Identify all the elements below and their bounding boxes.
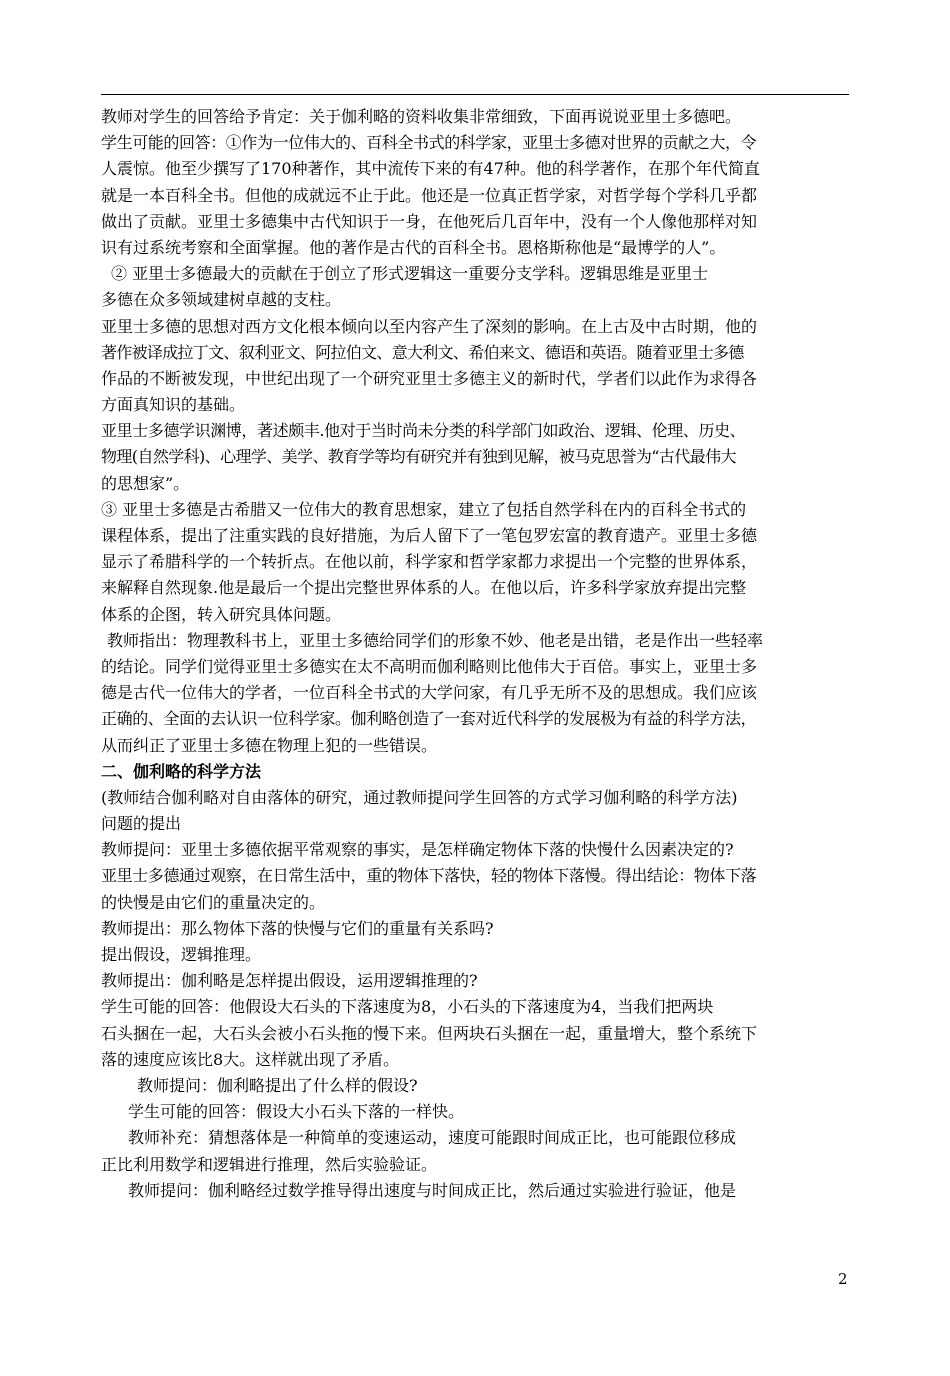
text-line: 教师指出：物理教科书上，亚里士多德给同学们的形象不妙、他老是出错，老是作出一些轻率 <box>107 630 764 650</box>
text-line: 方面真知识的基础。 <box>101 395 246 415</box>
text-line: 教师提问：亚里士多德依据平常观察的事实，是怎样确定物体下落的快慢什么因素决定的? <box>101 840 734 860</box>
text-line: 物理(自然学科)、心理学、美学、教育学等均有研究并有独到见解，被马克思誉为“古代最伟大 <box>101 447 736 467</box>
text-line: 体系的企图，转入研究具体问题。 <box>101 604 342 624</box>
text-line: 就是一本百科全书。但他的成就远不止于此。他还是一位真正哲学家，对哲学每个学科几乎都 <box>101 185 758 205</box>
text-line: ② 亚里士多德最大的贡献在于创立了形式逻辑这一重要分支学科。逻辑思维是亚里士 <box>111 264 709 284</box>
text-line: 德是古代一位伟大的学者，一位百科全书式的大学问家，有几乎无所不及的思想成。我们应该 <box>101 683 758 703</box>
text-line: 教师提出：伽利略是怎样提出假设，运用逻辑推理的? <box>101 971 478 991</box>
text-line: 的思想家”。 <box>101 473 190 493</box>
text-line: 识有过系统考察和全面掌握。他的著作是古代的百科全书。恩格斯称他是“最博学的人”。 <box>101 237 726 257</box>
page-number: 2 <box>838 1270 848 1288</box>
text-line: 正确的、全面的去认识一位科学家。伽利略创造了一套对近代科学的发展极为有益的科学方法， <box>101 709 757 729</box>
text-line: 教师提问：伽利略提出了什么样的假设? <box>137 1075 418 1095</box>
text-line: (教师结合伽利略对自由落体的研究，通过教师提问学生回答的方式学习伽利略的科学方法) <box>101 787 738 807</box>
text-line: 人震惊。他至少撰写了170种著作，其中流传下来的有47种。他的科学著作，在那个年代简直 <box>101 159 760 179</box>
text-line: 正比利用数学和逻辑进行推理，然后实验验证。 <box>101 1154 438 1174</box>
text-line: 学生可能的回答：①作为一位伟大的、百科全书式的科学家，亚里士多德对世界的贡献之大，令 <box>101 133 757 153</box>
section-heading: 二、伽利略的科学方法 <box>101 761 262 781</box>
text-line: 提出假设，逻辑推理。 <box>101 945 262 964</box>
text-line: 做出了贡献。亚里士多德集中古代知识于一身，在他死后几百年中，没有一个人像他那样对知 <box>101 211 758 231</box>
text-line: 教师提问：伽利略经过数学推导得出速度与时间成正比，然后通过实验进行验证，他是 <box>128 1180 737 1200</box>
text-line: 多德在众多领域建树卓越的支柱。 <box>101 290 342 310</box>
text-line: 学生可能的回答：假设大小石头下落的一样快。 <box>128 1102 465 1122</box>
text-line: 石头捆在一起，大石头会被小石头拖的慢下来。但两块石头捆在一起，重量增大，整个系统下 <box>101 1023 758 1043</box>
text-line: 著作被译成拉丁文、叙利亚文、阿拉伯文、意大利文、希伯来文、德语和英语。随着亚里士多德 <box>101 342 744 362</box>
text-line: 作品的不断被发现，中世纪出现了一个研究亚里士多德主义的新时代，学者们以此作为求得各 <box>101 368 758 388</box>
text-line: 课程体系，提出了注重实践的良好措施，为后人留下了一笔包罗宏富的教育遗产。亚里士多德 <box>101 526 758 545</box>
text-line: 从而纠正了亚里士多德在物理上犯的一些错误。 <box>101 735 438 755</box>
text-line: 显示了希腊科学的一个转折点。在他以前，科学家和哲学家都力求提出一个完整的世界体系， <box>101 552 758 572</box>
text-line: 问题的提出 <box>101 814 182 834</box>
text-line: 的结论。同学们觉得亚里士多德实在太不高明而伽利略则比他伟大于百倍。事实上，亚里士多 <box>101 656 758 676</box>
header-rule <box>101 94 849 95</box>
text-line: ③ 亚里士多德是古希腊又一位伟大的教育思想家，建立了包括自然学科在内的百科全书式的 <box>101 499 747 519</box>
text-line: 教师提出：那么物体下落的快慢与它们的重量有关系吗? <box>101 918 494 938</box>
text-line: 落的速度应该比8大。这样就出现了矛盾。 <box>101 1049 400 1069</box>
text-line: 教师补充：猜想落体是一种简单的变速运动，速度可能跟时间成正比，也可能跟位移成 <box>128 1128 737 1148</box>
text-line: 亚里士多德学识渊博，著述颇丰.他对于当时尚未分类的科学部门如政治、逻辑、伦理、历史、 <box>101 421 746 441</box>
body-text <box>101 104 853 1204</box>
text-line: 来解释自然现象.他是最后一个提出完整世界体系的人。在他以后，许多科学家放弃提出完整 <box>101 578 747 598</box>
text-line: 亚里士多德的思想对西方文化根本倾向以至内容产生了深刻的影响。在上古及中古时期，他的 <box>101 316 758 336</box>
text-line: 教师对学生的回答给予肯定：关于伽利略的资料收集非常细致，下面再说说亚里士多德吧。 <box>101 107 742 126</box>
text-line: 学生可能的回答：他假设大石头的下落速度为8，小石头的下落速度为4，当我们把两块 <box>101 997 714 1017</box>
text-line: 的快慢是由它们的重量决定的。 <box>101 892 326 912</box>
text-line: 亚里士多德通过观察，在日常生活中，重的物体下落快，轻的物体下落慢。得出结论：物体下落 <box>101 866 757 886</box>
